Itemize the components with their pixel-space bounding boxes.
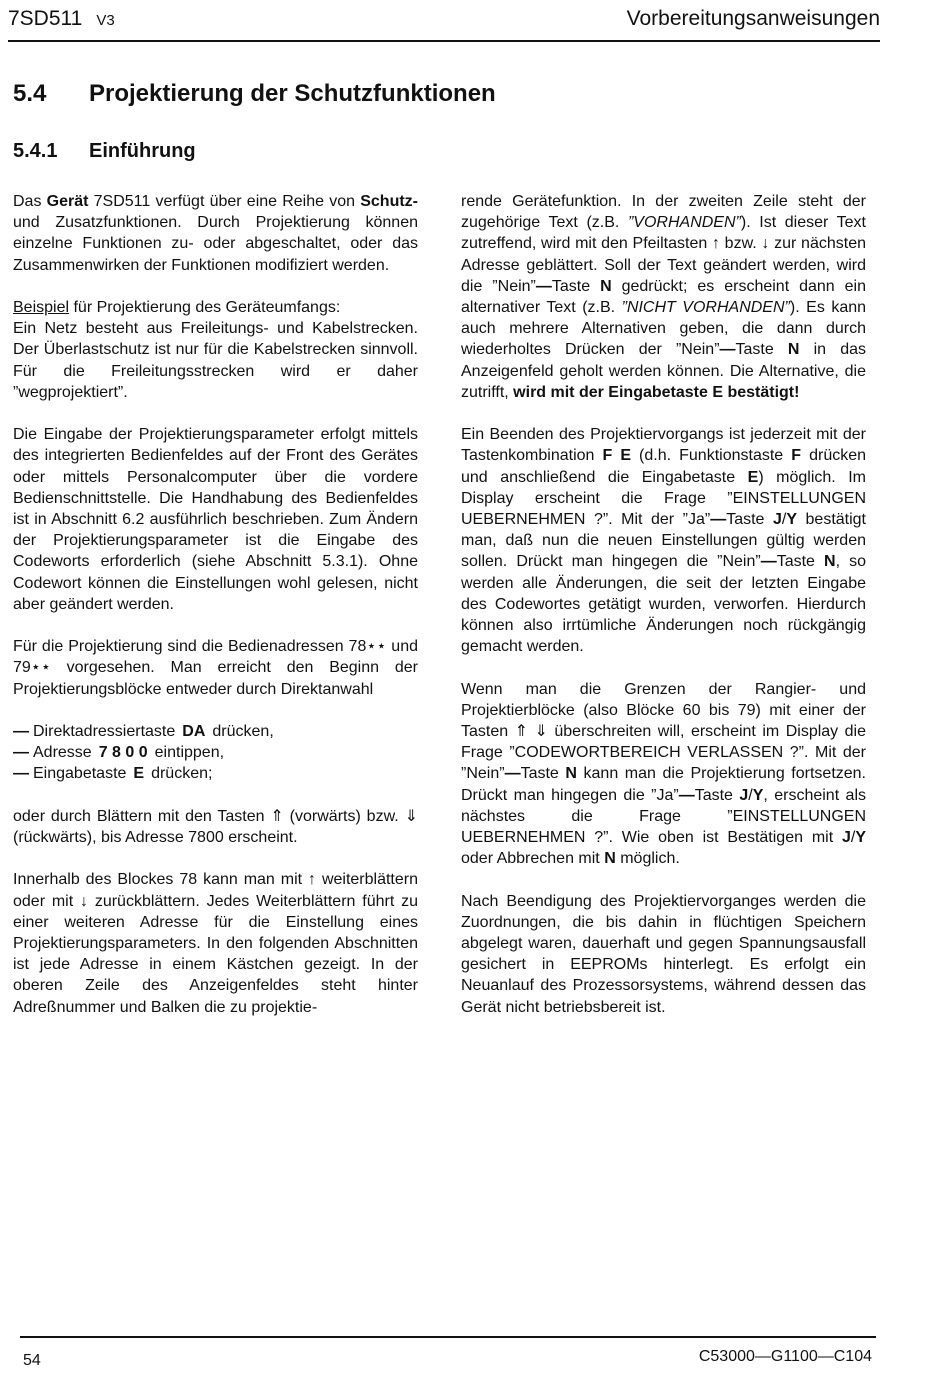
subsection-number: 5.4.1 (13, 140, 58, 162)
direct-selection-list (13, 721, 418, 785)
paragraph-limits: Wenn man die Grenzen der Rangier- und Projektierblöcke (also Blöcke 60 bis 79) mit einer der Tasten ⇑ ⇓ überschreiten will, erscheint im Display die Frage ”CODEWORTBEREICH VERLASSEN ?”. Mit der ”Nein”—Taste N kann man die Projektierung fortsetzen. Drückt man hingegen die ”Ja”—Taste J/Y, erscheint als nächstes die Frage ”EINSTELLUNGEN UEBERNEHMEN ?”. Wie oben ist Bestätigen mit J/Y oder Abbrechen mit N möglich. (461, 680, 867, 868)
section-title: Projektierung der Schutzfunktionen (89, 80, 496, 107)
list-item-action: drücken; (151, 765, 213, 783)
subsection-title: Einführung (89, 140, 196, 162)
key-label: DA (182, 723, 206, 741)
paragraph-display-text: rende Gerätefunktion. In der zweiten Zeile steht der zugehörige Text (z.B. ”VORHANDEN”). Ist dieser Text zutreffend, wird mit den Pfeiltasten ↑ bzw. ↓ zur nächsten Adresse geblättert. Soll der Text geändert werden, wird die ”Nein”—Taste N gedrückt; es erscheint dann ein alternativer Text (z.B. ”NICHT VORHANDEN”). Es kann auch mehrere Alternativen geben, die dann durch wiederholtes Drücken der ”Nein”—Taste N in das Anzeigenfeld geholt werden können. Die Alternative, die zutrifft, wird mit der Eingabetaste E bestätigt! (461, 193, 867, 401)
list-item-text: Eingabetaste (33, 765, 127, 783)
list-item-action: eintippen, (154, 744, 225, 762)
list-dash: — (13, 765, 29, 783)
list-item-action: drücken, (212, 723, 274, 741)
version-label: V3 (96, 12, 115, 29)
section-heading (13, 80, 496, 108)
left-column (13, 191, 418, 1039)
paragraph-scroll-keys: oder durch Blättern mit den Tasten ⇑ (vorwärts) bzw. ⇓ (rückwärts), bis Adresse 7800 erscheint. (13, 807, 418, 847)
document-code: C53000—G1100—C104 (698, 1348, 872, 1365)
key-label: E (133, 765, 145, 783)
header-left (8, 7, 115, 31)
section-number: 5.4 (13, 80, 47, 107)
paragraph-addresses: Für die Projektierung sind die Bedienadressen 78⋆⋆ und 79⋆⋆ vorgesehen. Man erreicht den Beginn der Projektierungsblöcke entweder durch Direktanwahl (13, 638, 418, 698)
chapter-title: Vorbereitungsanweisungen (626, 7, 880, 30)
list-dash: — (13, 744, 29, 762)
subsection-heading (13, 140, 196, 163)
page-footer (20, 1336, 876, 1369)
list-item-text: Adresse (33, 744, 92, 762)
page-number: 54 (23, 1352, 41, 1369)
page-header (8, 4, 880, 42)
paragraph-finish: Ein Beenden des Projektiervorgangs ist jederzeit mit der Tastenkombination F E (d.h. Funktionstaste F drücken und anschließend die Eingabetaste E) möglich. Im Display erscheint die Frage ”EINSTELLUNGEN UEBERNEHMEN ?”. Mit der ”Ja”—Taste J/Y bestätigt man, daß nun die neuen Einstellungen gültig werden sollen. Drückt man hingegen die ”Nein”—Taste N, so werden alle Änderungen, die seit der letzten Eingabe des Codewortes getätigt wurden, verworfen. Hierdurch können also irrtümliche Änderungen noch rückgängig gemacht werden. (461, 426, 867, 656)
key-label: 7 8 0 0 (98, 744, 148, 762)
list-dash: — (13, 723, 29, 741)
list-item (13, 742, 418, 763)
paragraph-example: Beispiel für Projektierung des Geräteumfangs: Ein Netz besteht aus Freileitungs- und Kabelstrecken. Der Überlastschutz ist nur für die Kabelstrecken sinnvoll. Für die Freileitungsstrecken wird er daher ”wegprojektiert”. (13, 299, 418, 401)
device-model: 7SD511 (8, 7, 83, 30)
paragraph-intro: Das Gerät 7SD511 verfügt über eine Reihe von Schutz- und Zusatzfunktionen. Durch Projektierung können einzelne Funktionen zu- oder abgeschaltet, oder das Zusammenwirken der Funktionen modifiziert werden. (13, 193, 418, 274)
paragraph-eeprom: Nach Beendigung des Projektiervorganges werden die Zuordnungen, die bis dahin in flüchtigen Speichern abgelegt waren, dauerhaft und gegen Spannungsausfall gesichert in EEPROMs hinterlegt. Es erfolgt ein Neuanlauf des Prozessorsystems, während dessen das Gerät nicht betriebsbereit ist. (461, 892, 866, 1016)
list-item (13, 721, 418, 742)
paragraph-block-78: Innerhalb des Blockes 78 kann man mit ↑ weiterblättern oder mit ↓ zurückblättern. Jedes Weiterblättern führt zu einer weiteren Adresse für die Einstellung eines Projektierungsparameters. In den folgenden Abschnitten ist jede Adresse in einem Kästchen gezeigt. In der oberen Zeile des Anzeigenfeldes steht hinter Adreßnummer und Balken die zu projektie- (13, 871, 418, 1016)
paragraph-input: Die Eingabe der Projektierungsparameter erfolgt mittels des integrierten Bedienfeldes auf der Front des Gerätes oder mittels Personalcomputer über die vordere Bedienschnittstelle. Die Handhabung des Bedienfeldes ist in Abschnitt 6.2 ausführlich beschrieben. Zum Ändern der Projektierungsparameter ist die Eingabe des Codeworts erforderlich (siehe Abschnitt 5.3.1). Ohne Codewort können die Einstellungen wohl gelesen, nicht aber geändert werden. (13, 426, 418, 613)
list-item-text: Direktadressiertaste (33, 723, 176, 741)
right-column (461, 191, 866, 1039)
list-item (13, 763, 418, 784)
